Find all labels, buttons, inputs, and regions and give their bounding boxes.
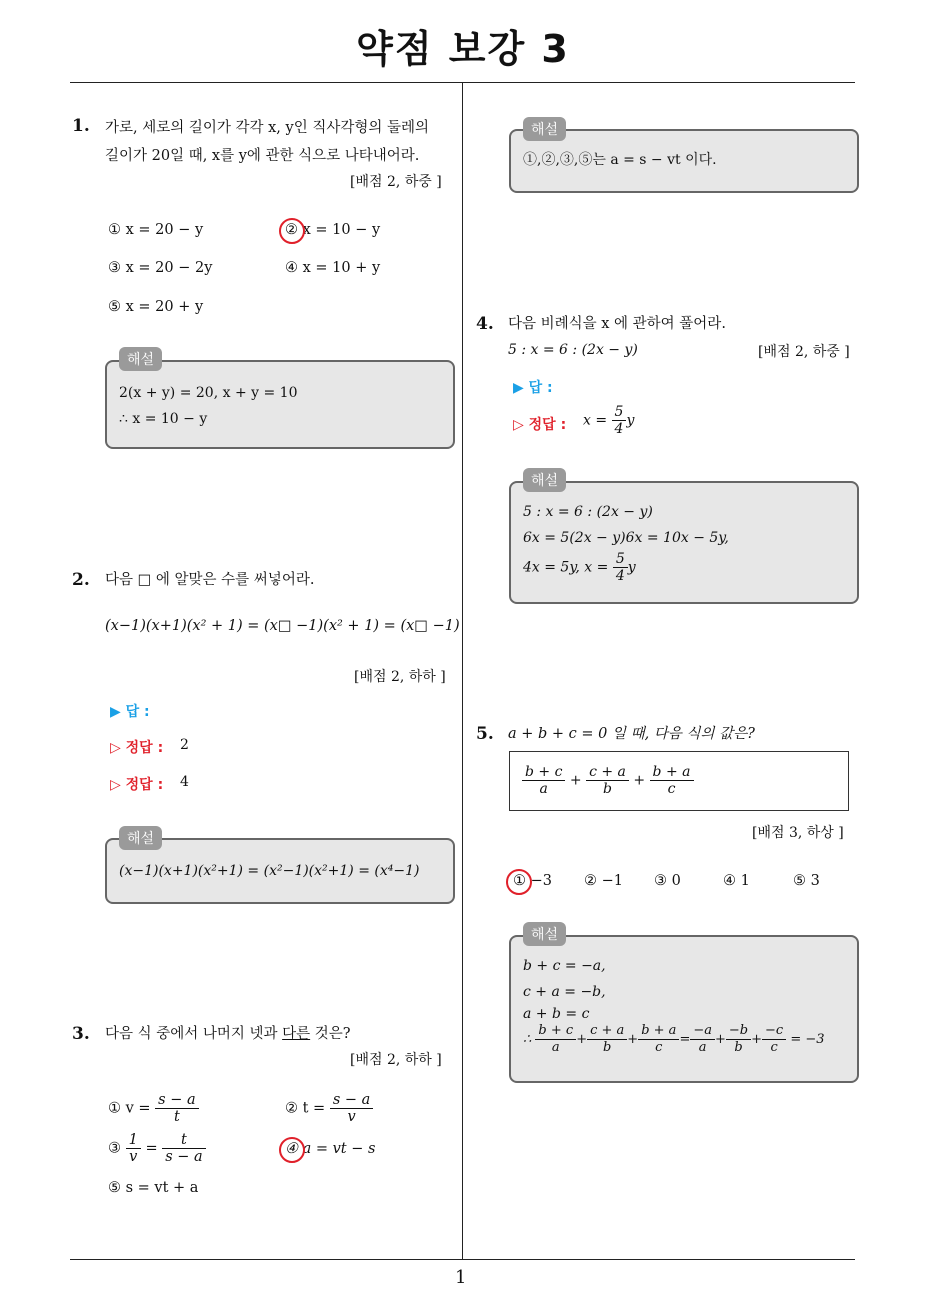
q4-explanation-tag: 해설 (523, 468, 566, 492)
q1-choice-4[interactable]: ④ x = 10 + y (285, 260, 381, 276)
q2-correct-value-1: 2 (180, 737, 189, 753)
q5-final-n5: −b (726, 1023, 751, 1040)
q5-choice-3[interactable]: ③ 0 (654, 873, 681, 889)
q3-c1-denominator: t (173, 1109, 180, 1125)
q5-frac1-denominator: a (539, 781, 548, 797)
q3-text-a: 다음 식 중에서 나머지 넷과 (105, 1026, 283, 1042)
q5-plus-2: + (633, 772, 646, 789)
q3-text-underlined: 다른 (282, 1026, 311, 1042)
q5-answer-mark (506, 869, 532, 895)
q5-final-n6: −c (762, 1023, 786, 1040)
q5-frac3-denominator: c (667, 781, 676, 797)
q3-c2-numerator: s − a (330, 1092, 373, 1109)
question-2-text: 다음 □ 에 알맞은 수를 써넣어라. (105, 572, 315, 588)
q1-explanation-line1: 2(x + y) = 20, x + y = 10 (119, 385, 298, 401)
q5-final-d1: a (551, 1040, 560, 1055)
q1-choice-3[interactable]: ③ x = 20 − 2y (108, 260, 213, 276)
q4-explanation-denominator: 4 (615, 568, 625, 584)
q3-explanation-tag: 해설 (523, 117, 566, 141)
question-1-line2: 길이가 20일 때, x를 y에 관한 식으로 나타내어라. (105, 148, 420, 164)
q5-therefore: ∴ (523, 1032, 532, 1047)
q5-final-n2: c + a (587, 1023, 627, 1040)
q5-frac2-denominator: b (603, 781, 612, 797)
question-5-score: [배점 3, 하상 ] (752, 825, 844, 841)
q4-explanation-suffix: y (627, 559, 636, 576)
q5-frac1-numerator: b + c (522, 764, 565, 781)
q2-explanation-line1: (x−1)(x+1)(x²+1) = (x²−1)(x²+1) = (x⁴−1) (119, 863, 420, 879)
q2-correct-label-2: ▷ 정답 : (110, 777, 164, 793)
q3-c1-numerator: s − a (155, 1092, 198, 1109)
q5-final-d2: b (603, 1040, 612, 1055)
question-5-number: 5. (476, 724, 494, 744)
question-2-expression: (x−1)(x+1)(x² + 1) = (x□ −1)(x² + 1) = (x□ −1) (105, 618, 460, 634)
question-1-line1: 가로, 세로의 길이가 각각 x, y인 직사각형의 둘레의 (105, 120, 429, 136)
q1-choice-1[interactable]: ① x = 20 − y (108, 222, 204, 238)
q4-correct-value (583, 404, 634, 437)
question-5-text: a + b + c = 0 일 때, 다음 식의 값은? (508, 726, 755, 742)
q5-explanation-final: ∴ $\frac{b + c}{a}$ + $\frac{c + a}{b}$ + $\frac{b + a}{c}$ = $\frac{-a}{a}$ + $\frac{-b}{b}$ + $\frac{-c}{c}$ = −3 (523, 1023, 825, 1055)
q3-c3-prefix: ③ (108, 1140, 121, 1157)
q5-final-d3: c (655, 1040, 663, 1055)
q5-choice-5[interactable]: ⑤ 3 (793, 873, 820, 889)
q3-c3-denominator: s − a (165, 1149, 203, 1165)
question-4-text: 다음 비례식을 x 에 관하여 풀어라. (508, 316, 726, 332)
question-3-score: [배점 2, 하하 ] (350, 1052, 442, 1068)
q2-answer-label: ▶ 답 : (110, 704, 150, 720)
q5-choice-2[interactable]: ② −1 (584, 873, 623, 889)
q3-c3-numerator: t (162, 1132, 205, 1149)
q1-answer-mark (279, 218, 305, 244)
q4-correct-label: ▷ 정답 : (513, 417, 567, 433)
q4-explanation-line3 (523, 551, 729, 584)
q4-explanation-line3-prefix: 4x = 5y, x = (523, 559, 609, 576)
q1-explanation-box (105, 360, 455, 449)
column-divider (462, 83, 463, 1260)
q4-explanation-line2: 6x = 5(2x − y)6x = 10x − 5y, (523, 530, 729, 546)
q5-explanation-line3: a + b = c (523, 1006, 590, 1022)
q4-explanation-numerator: 5 (613, 551, 628, 568)
q3-choice-4[interactable]: ④ a = vt − s (285, 1141, 376, 1157)
q3-c3-lnumerator: 1 (126, 1132, 141, 1149)
question-4-proportion: 5 : x = 6 : (2x − y) (508, 342, 638, 358)
question-1-text (105, 114, 465, 170)
q3-c3-equals: = (145, 1140, 158, 1157)
q3-choice-1[interactable] (108, 1092, 199, 1125)
q3-c2-denominator: v (347, 1109, 356, 1125)
q4-explanation-line1: 5 : x = 6 : (2x − y) (523, 504, 653, 520)
q3-text-c: 것은? (310, 1026, 351, 1042)
q3-answer-mark (279, 1137, 305, 1163)
q5-final-d5: b (734, 1040, 743, 1055)
page-title: 약점 보강 3 (356, 27, 570, 71)
q2-correct-value-2: 4 (180, 774, 189, 790)
q4-correct-prefix: x = (583, 412, 608, 429)
q5-frac3-numerator: b + a (650, 764, 694, 781)
page-number: 1 (455, 1267, 467, 1288)
footer-rule (70, 1259, 855, 1260)
q4-answer-label: ▶ 답 : (513, 380, 553, 396)
q3-c3-ldenominator: v (129, 1149, 138, 1165)
q5-expression-box (509, 751, 849, 811)
question-3-number: 3. (72, 1024, 90, 1044)
q3-explanation-line1: ①,②,③,⑤는 a = s − vt 이다. (523, 152, 717, 168)
q1-explanation-line2: ∴ x = 10 − y (119, 411, 208, 427)
q5-final-result: = −3 (790, 1032, 825, 1047)
q5-explanation-line2: c + a = −b, (523, 984, 606, 1000)
question-1-score: [배점 2, 하중 ] (350, 174, 442, 190)
q1-choice-5[interactable]: ⑤ x = 20 + y (108, 299, 204, 315)
q4-explanation-box (509, 481, 859, 604)
q4-correct-numerator: 5 (612, 404, 627, 421)
q3-choice-5[interactable]: ⑤ s = vt + a (108, 1180, 199, 1196)
q4-correct-denominator: 4 (614, 421, 624, 437)
q3-choice-3[interactable] (108, 1132, 206, 1165)
question-4-score: [배점 2, 하중 ] (758, 344, 850, 360)
q3-choice-2[interactable] (285, 1092, 373, 1125)
question-2-score: [배점 2, 하하 ] (354, 669, 446, 685)
q2-correct-label-1: ▷ 정답 : (110, 740, 164, 756)
q5-final-d6: c (770, 1040, 778, 1055)
q5-explanation-box (509, 935, 859, 1083)
q5-final-n4: −a (690, 1023, 715, 1040)
q4-correct-suffix: y (626, 412, 635, 429)
q5-final-n1: b + c (535, 1023, 576, 1040)
q5-plus-1: + (569, 772, 582, 789)
q5-explanation-line1: b + c = −a, (523, 958, 606, 974)
question-1-number: 1. (72, 116, 90, 136)
q1-explanation-tag: 해설 (119, 347, 162, 371)
q5-choice-1[interactable]: ① −3 (513, 873, 552, 889)
q5-choice-4[interactable]: ④ 1 (723, 873, 750, 889)
q3-c1-prefix: ① v = (108, 1100, 151, 1117)
q5-final-n3: b + a (638, 1023, 679, 1040)
q2-explanation-tag: 해설 (119, 826, 162, 850)
question-2-number: 2. (72, 570, 90, 590)
q1-choice-2[interactable]: ② x = 10 − y (285, 222, 381, 238)
question-4-number: 4. (476, 314, 494, 334)
question-3-text (105, 1020, 351, 1048)
q5-explanation-tag: 해설 (523, 922, 566, 946)
q5-frac2-numerator: c + a (586, 764, 629, 781)
q5-final-d4: a (698, 1040, 707, 1055)
q3-c2-prefix: ② t = (285, 1100, 326, 1117)
